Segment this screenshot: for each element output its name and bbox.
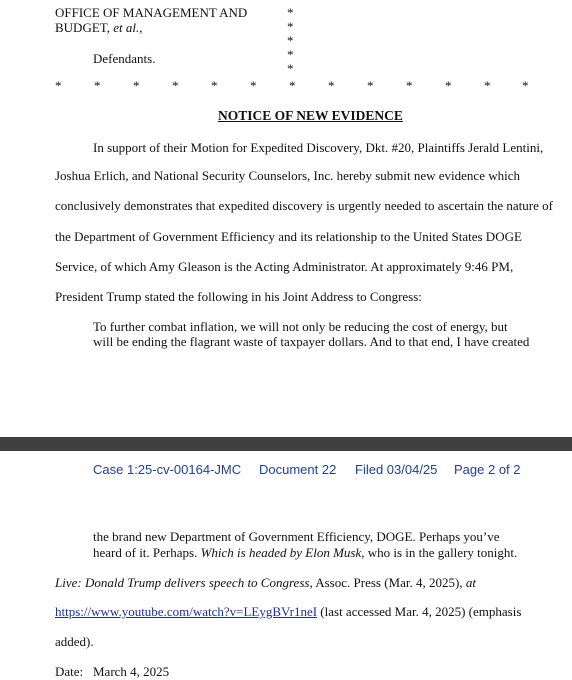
star: * — [484, 78, 491, 93]
quote-line: the brand new Department of Government Efficiency, DOGE. Perhaps you’ve — [93, 529, 500, 544]
star: * — [287, 5, 294, 20]
filed-date: Filed 03/04/25 — [355, 462, 438, 477]
page-number: Page 2 of 2 — [454, 462, 521, 477]
body-line: Joshua Erlich, and National Security Counselors, Inc. hereby submit new evidence which — [55, 168, 520, 183]
body-line: conclusively demonstrates that expedited discovery is urgently needed to ascertain the nature of — [55, 198, 553, 213]
citation-source: , Assoc. Press (Mar. 4, 2025), — [309, 575, 466, 590]
star: * — [133, 78, 140, 93]
citation-line — [55, 575, 476, 591]
star: * — [287, 47, 294, 62]
citation-accessed: (last accessed Mar. 4, 2025) (emphasis — [317, 604, 522, 619]
youtube-link[interactable]: https://www.youtube.com/watch?v=LEygBVr1neI — [55, 604, 318, 619]
body-line: Service, of which Amy Gleason is the Acting Administrator. At approximately 9:46 PM, — [55, 259, 514, 274]
case-number: Case 1:25-cv-00164-JMC — [93, 462, 242, 477]
star: * — [172, 78, 179, 93]
star: * — [287, 61, 294, 76]
star: * — [94, 78, 101, 93]
citation-title: Live: Donald Trump delivers speech to Congress — [55, 575, 310, 590]
star: * — [287, 33, 294, 48]
star: * — [445, 78, 452, 93]
star: * — [289, 78, 296, 93]
page-break-divider — [0, 437, 572, 451]
date-value: March 4, 2025 — [93, 664, 170, 679]
quote-text: heard of it. Perhaps. — [93, 545, 201, 560]
caption-et-al: et al., — [113, 20, 143, 35]
body-line: the Department of Government Efficiency and its relationship to the United States DOGE — [55, 229, 522, 244]
caption-line-2-text: BUDGET, — [55, 20, 114, 35]
quote-emphasis: Which is headed by Elon Musk — [200, 545, 362, 560]
date-label: Date: — [55, 664, 84, 679]
star: * — [55, 78, 62, 93]
quote-line — [93, 545, 517, 561]
body-line: President Trump stated the following in his Joint Address to Congress: — [55, 289, 422, 304]
citation-end: added). — [55, 634, 94, 649]
document-number: Document 22 — [259, 462, 337, 477]
star: * — [211, 78, 218, 93]
quote-line: To further combat inflation, we will not only be reducing the cost of energy, but — [93, 319, 508, 334]
defendants-label: Defendants. — [93, 51, 156, 66]
citation-at: at — [465, 575, 476, 590]
star: * — [406, 78, 413, 93]
star: * — [287, 19, 294, 34]
star: * — [328, 78, 335, 93]
caption-line-1: OFFICE OF MANAGEMENT AND — [55, 5, 248, 20]
quote-line: will be ending the flagrant waste of taxpayer dollars. And to that end, I have created — [93, 334, 530, 349]
star: * — [250, 78, 257, 93]
star: * — [367, 78, 374, 93]
star: * — [522, 78, 529, 93]
body-line: In support of their Motion for Expedited Discovery, Dkt. #20, Plaintiffs Jerald Lentini, — [93, 140, 544, 155]
caption-line-2 — [55, 20, 143, 36]
citation-url-line — [55, 604, 521, 620]
quote-text: , who is in the gallery tonight. — [361, 545, 518, 560]
notice-title: NOTICE OF NEW EVIDENCE — [218, 108, 403, 123]
